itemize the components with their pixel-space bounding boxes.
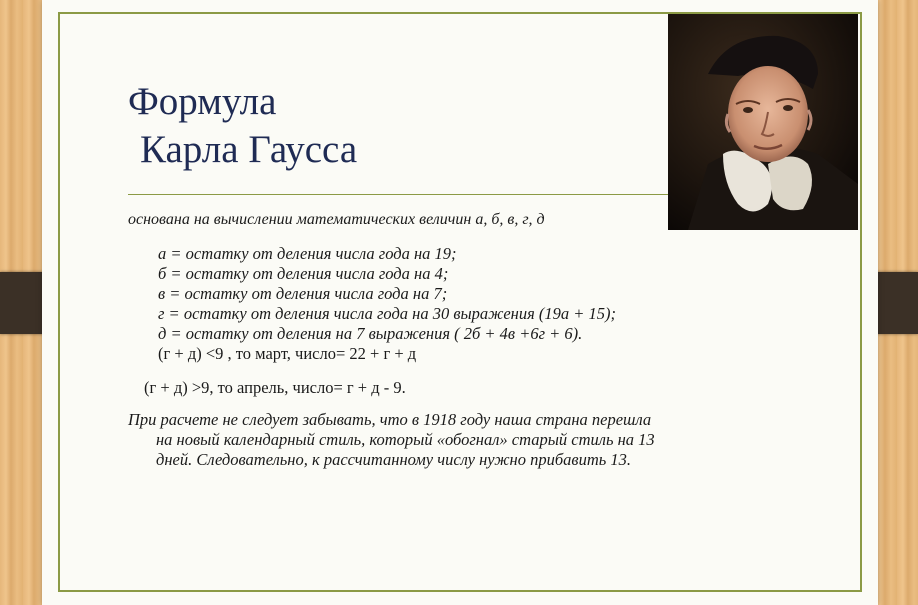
condition-april: (г + д) >9, то апрель, число= г + д - 9. (144, 378, 406, 397)
note-line-2: на новый календарный стиль, который «обогнал» старый стиль на 13 (156, 430, 655, 449)
gauss-portrait-image (668, 14, 858, 230)
definition-v: в = остатку от деления числа года на 7; (158, 284, 448, 303)
note-line-3: дней. Следовательно, к рассчитанному числу нужно прибавить 13. (156, 450, 631, 469)
intro-text: основана на вычислении математических величин а, б, в, г, д (128, 211, 545, 228)
note-line-1: При расчете не следует забывать, что в 1918 году наша страна перешла (128, 410, 652, 429)
definition-a: а = остатку от деления числа года на 19; (158, 244, 457, 263)
formula-block (128, 244, 828, 364)
definition-b: б = остатку от деления числа года на 4; (158, 264, 449, 283)
slide-title (128, 78, 357, 174)
definition-g: г = остатку от деления числа года на 30 выражения (19а + 15); (158, 304, 616, 323)
slide-body (128, 210, 828, 470)
calendar-note (128, 410, 828, 470)
title-line-2: Карла Гаусса (140, 128, 358, 171)
condition-march: (г + д) <9 , то март, число= 22 + г + д (158, 344, 417, 363)
definition-d: д = остатку от деления на 7 выражения ( 2б + 4в +6г + 6). (158, 324, 583, 343)
title-divider (128, 194, 688, 195)
title-line-1: Формула (128, 80, 277, 123)
